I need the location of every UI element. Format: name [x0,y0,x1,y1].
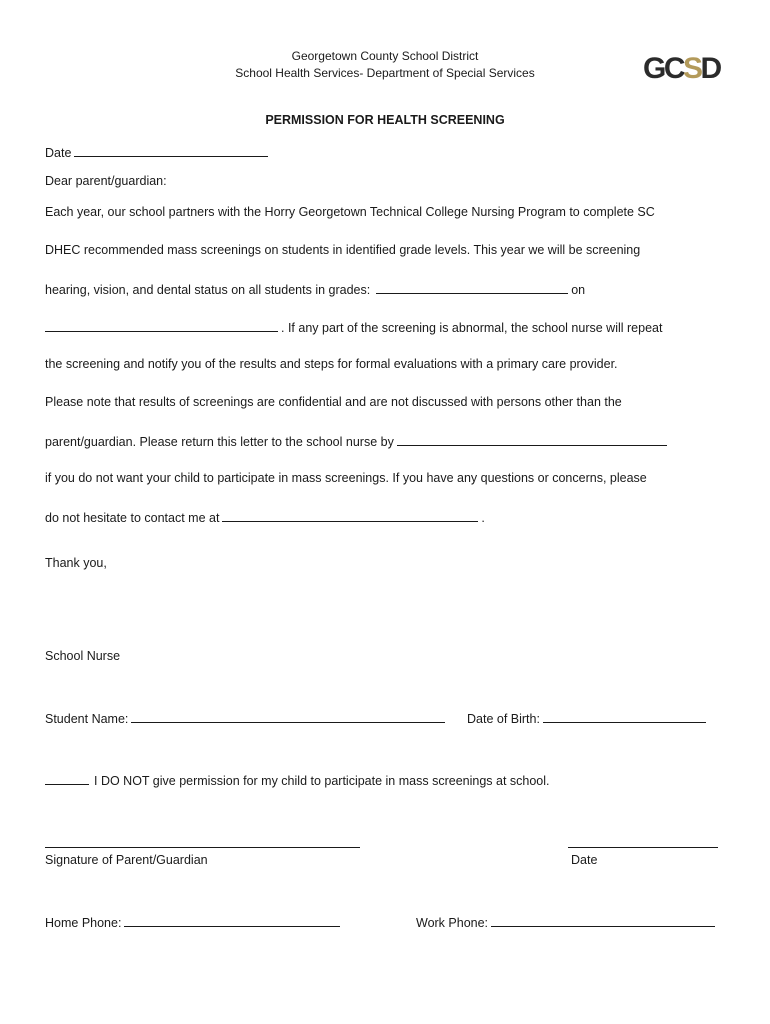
dob-field[interactable] [543,710,706,723]
date-row [45,144,271,160]
body-line-3 [45,281,585,297]
body-line-3-on: on [571,283,586,297]
body-line-7 [45,433,670,449]
body-line-2: DHEC recommended mass screenings on students in identified grade levels. This year we will be screening [45,243,641,257]
department-name: School Health Services- Department of Special Services [235,66,535,80]
body-line-6: Please note that results of screenings are confidential and are not discussed with persons other than the [45,395,622,409]
student-name-label: Student Name: [45,712,129,726]
body-line-9-period: . [481,511,485,525]
signature-field[interactable] [45,847,360,848]
home-phone-field[interactable] [124,914,340,927]
contact-field[interactable] [222,509,478,522]
dob-row [467,710,709,726]
opt-out-text: I DO NOT give permission for my child to participate in mass screenings at school. [94,774,550,788]
salutation: Dear parent/guardian: [45,174,167,188]
home-phone-row [45,914,343,930]
home-phone-label: Home Phone: [45,916,122,930]
closing: Thank you, [45,556,107,570]
body-line-9 [45,509,485,525]
grades-field[interactable] [376,281,568,294]
body-line-9-text: do not hesitate to contact me at [45,511,220,525]
body-line-8: if you do not want your child to participate in mass screenings. If you have any questions or concerns, please [45,471,647,485]
district-name: Georgetown County School District [291,49,479,63]
body-line-1: Each year, our school partners with the Horry Georgetown Technical College Nursing Program to complete SC [45,205,655,219]
body-line-7-text: parent/guardian. Please return this letter to the school nurse by [45,435,394,449]
screening-date-field[interactable] [45,319,278,332]
body-line-4-text: . If any part of the screening is abnormal, the school nurse will repeat [281,321,663,335]
student-name-field[interactable] [131,710,445,723]
work-phone-label: Work Phone: [416,916,489,930]
gcsd-logo [643,51,725,83]
return-by-field[interactable] [397,433,667,446]
signature-label: Signature of Parent/Guardian [45,853,208,867]
work-phone-row [416,914,718,930]
signer: School Nurse [45,649,121,663]
student-name-row [45,710,448,726]
body-line-5: the screening and notify you of the results and steps for formal evaluations with a primary care provider. [45,357,618,371]
date-label: Date [45,146,72,160]
opt-out-row [45,772,550,788]
work-phone-field[interactable] [491,914,715,927]
body-line-3-text: hearing, vision, and dental status on all students in grades: [45,283,371,297]
page-title: PERMISSION FOR HEALTH SCREENING [265,113,505,127]
date-field[interactable] [74,144,268,157]
signature-date-label: Date [571,853,598,867]
signature-date-field[interactable] [568,847,718,848]
svg-text:GCSD: GCSD [643,52,720,83]
dob-label: Date of Birth: [467,712,540,726]
body-line-4 [45,319,662,335]
opt-out-initials-field[interactable] [45,772,89,785]
